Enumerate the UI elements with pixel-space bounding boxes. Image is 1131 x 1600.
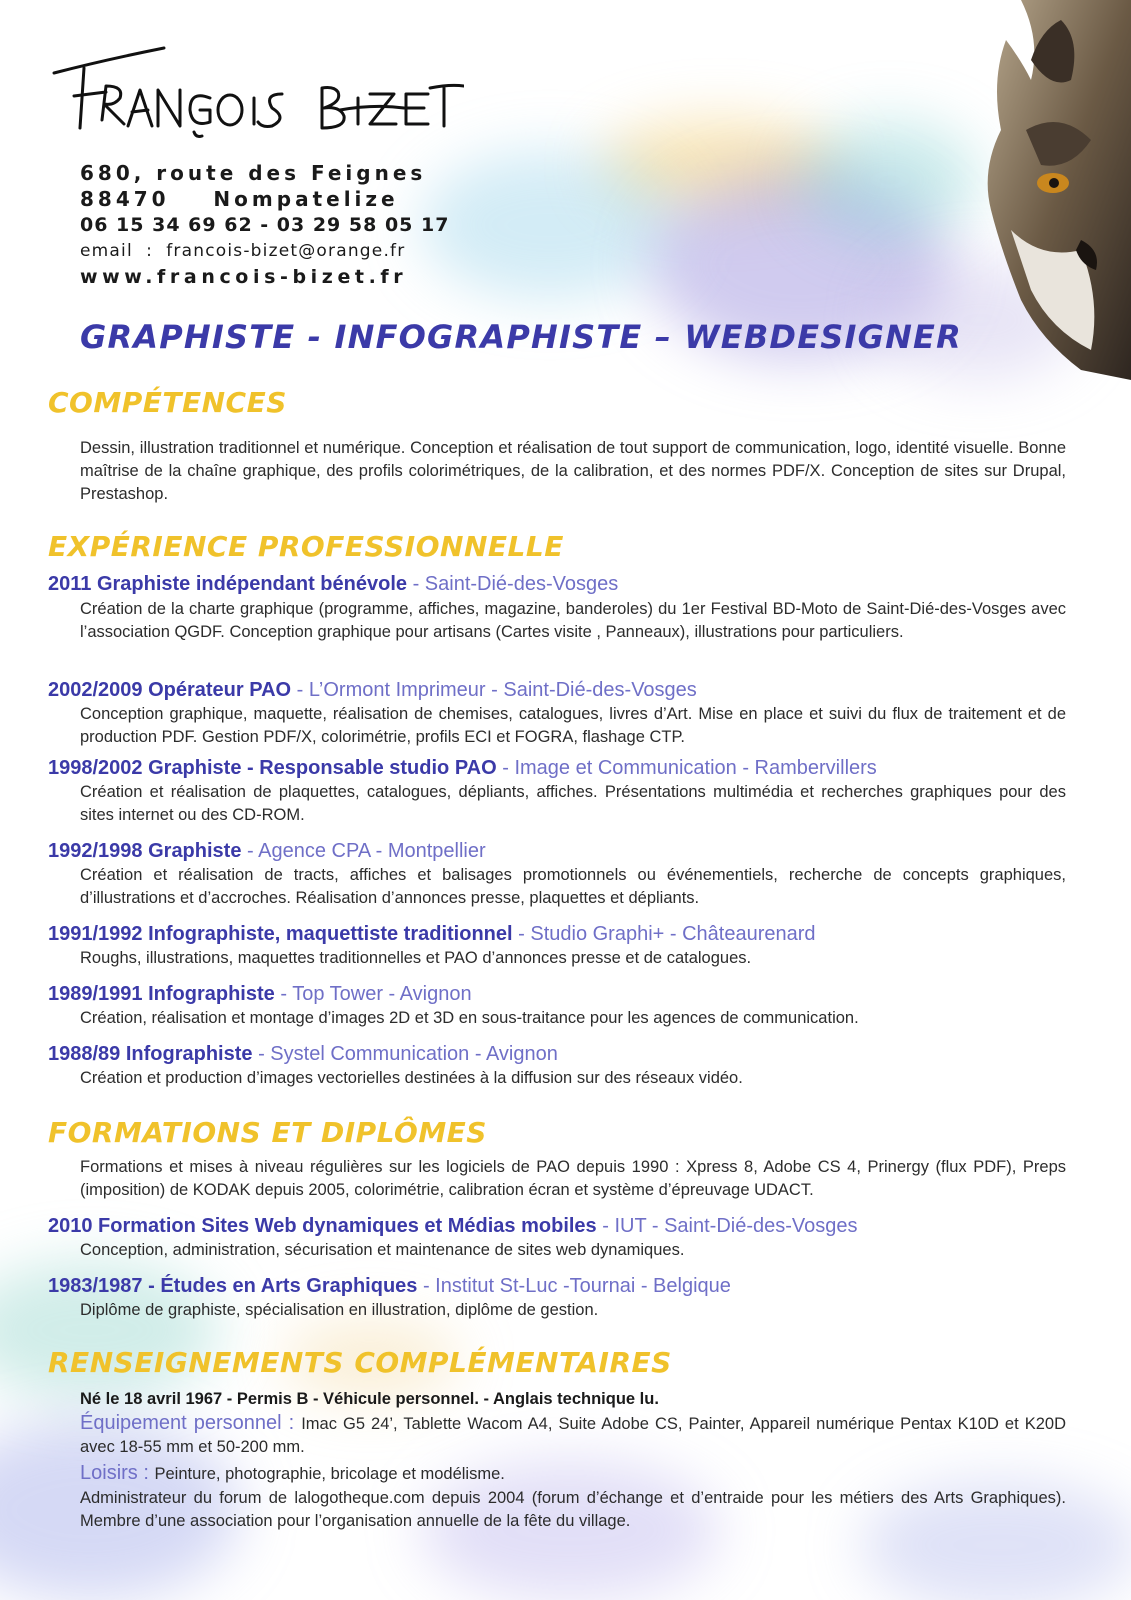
section-title-competences: COMPÉTENCES	[48, 386, 287, 419]
section-title-complements: RENSEIGNEMENTS COMPLÉMENTAIRES	[48, 1346, 672, 1379]
entry-role: 1988/89 Infographiste	[48, 1043, 253, 1065]
experience-entry-description: Création et réalisation de tracts, affiches et balisages promotionnels ou événementiels, recherche de concepts graphiques, d’illustrations et d’accroches. Réalisation d’annonces presse, plaquettes et dépliants.	[80, 866, 1066, 907]
formation-entry-heading	[48, 1275, 731, 1298]
experience-entry-description: Création de la charte graphique (programme, affiches, magazine, banderoles) du 1er Festival BD-Moto de Saint-Dié-des-Vosges avec l’association QGDF. Conception graphique pour artisans (Cartes visite , Panneaux), illustrations pour particuliers.	[80, 600, 1066, 641]
entry-role: 1991/1992 Infographiste, maquettiste traditionnel	[48, 923, 513, 945]
equipment-paragraph	[80, 1412, 1066, 1459]
admin-paragraph: Administrateur du forum de lalogotheque.com depuis 2004 (forum d’échange et d’entraide pour les métiers des Arts Graphiques). Membre d’une association pour l’organisation annuelle de la fête du village.	[80, 1489, 1066, 1530]
experience-entry-description: Conception graphique, maquette, réalisation de chemises, catalogues, livres d’Art. Mise en place et suivi du flux de traitement et de production PDF. Gestion PDF/X, colorimétrie, profils ECI et FOGRA, flashage CTP.	[80, 705, 1066, 746]
experience-entry-description: Création et réalisation de plaquettes, catalogues, dépliants, affiches. Présentations multimédia et recherches graphiques pour des sites internet ou des CD-ROM.	[80, 783, 1066, 824]
entry-place: - Agence CPA - Montpellier	[241, 840, 486, 862]
experience-entry-heading	[48, 983, 472, 1006]
entry-place: - L’Ormont Imprimeur - Saint-Dié-des-Vosges	[291, 679, 697, 701]
formation-entry-description: Diplôme de graphiste, spécialisation en illustration, diplôme de gestion.	[80, 1301, 599, 1319]
address-city: 88470 Nompatelize	[80, 187, 399, 211]
entry-role: 2002/2009 Opérateur PAO	[48, 679, 292, 701]
entry-place: - Image et Communication - Rambervillers	[496, 757, 877, 779]
experience-entry-heading	[48, 1043, 558, 1066]
experience-entry-description: Création, réalisation et montage d’images 2D et 3D en sous-traitance pour les agences de communication.	[80, 1009, 859, 1027]
entry-role: 2010 Formation Sites Web dynamiques et Médias mobiles	[48, 1215, 597, 1237]
formation-entry-description: Conception, administration, sécurisation et maintenance de sites web dynamiques.	[80, 1241, 685, 1259]
experience-entry-heading	[48, 840, 486, 863]
signature-name	[44, 38, 464, 148]
website-link[interactable]: www.francois-bizet.fr	[80, 266, 408, 288]
experience-entry-heading	[48, 679, 697, 702]
hobbies-paragraph	[80, 1462, 1066, 1486]
contact-block	[80, 160, 449, 290]
equipment-label: Équipement personnel :	[80, 1412, 302, 1434]
formation-entry-heading	[48, 1215, 858, 1238]
formations-intro: Formations et mises à niveau régulières sur les logiciels de PAO depuis 1990 : Xpress 8, Adobe CS 4, Prinergy (flux PDF), Preps (imposition) de KODAK depuis 2005, colorimétrie, calibration écran et système d’épreuvage UDACT.	[80, 1158, 1066, 1199]
competences-text: Dessin, illustration traditionnel et numérique. Conception et réalisation de tout support de communication, logo, identité visuelle. Bonne maîtrise de la chaîne graphique, des profils colorimétriques, de la calibration, et des normes PDF/X. Conception de sites sur Drupal, Prestashop.	[80, 439, 1066, 503]
entry-place: - Institut St-Luc -Tournai - Belgique	[417, 1275, 731, 1297]
job-title: GRAPHISTE - INFOGRAPHISTE – WEBDESIGNER	[80, 318, 962, 356]
entry-place: - Studio Graphi+ - Châteaurenard	[512, 923, 816, 945]
experience-entry-heading	[48, 757, 877, 780]
email-address[interactable]: email : francois-bizet@orange.fr	[80, 241, 406, 261]
experience-entry-description: Roughs, illustrations, maquettes traditionnelles et PAO d’annonces presse et de catalogues.	[80, 949, 752, 967]
entry-role: 1992/1998 Graphiste	[48, 840, 242, 862]
entry-place: - Top Tower - Avignon	[274, 983, 472, 1005]
equipment-text: Imac G5 24’, Tablette Wacom A4, Suite Adobe CS, Painter, Appareil numérique Pentax K10D et K20D avec 18-55 mm et 50-200 mm.	[80, 1415, 1066, 1456]
phone-numbers: 06 15 34 69 62 - 03 29 58 05 17	[80, 214, 450, 236]
entry-role: 1983/1987 - Études en Arts Graphiques	[48, 1275, 418, 1297]
section-title-formations: FORMATIONS ET DIPLÔMES	[48, 1116, 487, 1149]
experience-entry-heading	[48, 923, 816, 946]
entry-place: - Systel Communication - Avignon	[252, 1043, 558, 1065]
entry-role: 2011 Graphiste indépendant bénévole	[48, 573, 408, 595]
experience-entry-description: Création et production d’images vectorielles destinées à la diffusion sur des réseaux vidéo.	[80, 1069, 743, 1087]
hobbies-text: Peinture, photographie, bricolage et modélisme.	[154, 1465, 505, 1483]
entry-role: 1998/2002 Graphiste - Responsable studio PAO	[48, 757, 497, 779]
hobbies-label: Loisirs :	[80, 1462, 155, 1484]
section-title-experience: EXPÉRIENCE PROFESSIONNELLE	[48, 530, 564, 563]
entry-place: - IUT - Saint-Dié-des-Vosges	[596, 1215, 858, 1237]
experience-entry-heading	[48, 573, 618, 596]
personal-info-line: Né le 18 avril 1967 - Permis B - Véhicule personnel. - Anglais technique lu.	[80, 1390, 659, 1408]
entry-role: 1989/1991 Infographiste	[48, 983, 275, 1005]
entry-place: - Saint-Dié-des-Vosges	[407, 573, 619, 595]
address-street: 680, route des Feignes	[80, 161, 427, 185]
watercolor-blob	[420, 150, 680, 300]
